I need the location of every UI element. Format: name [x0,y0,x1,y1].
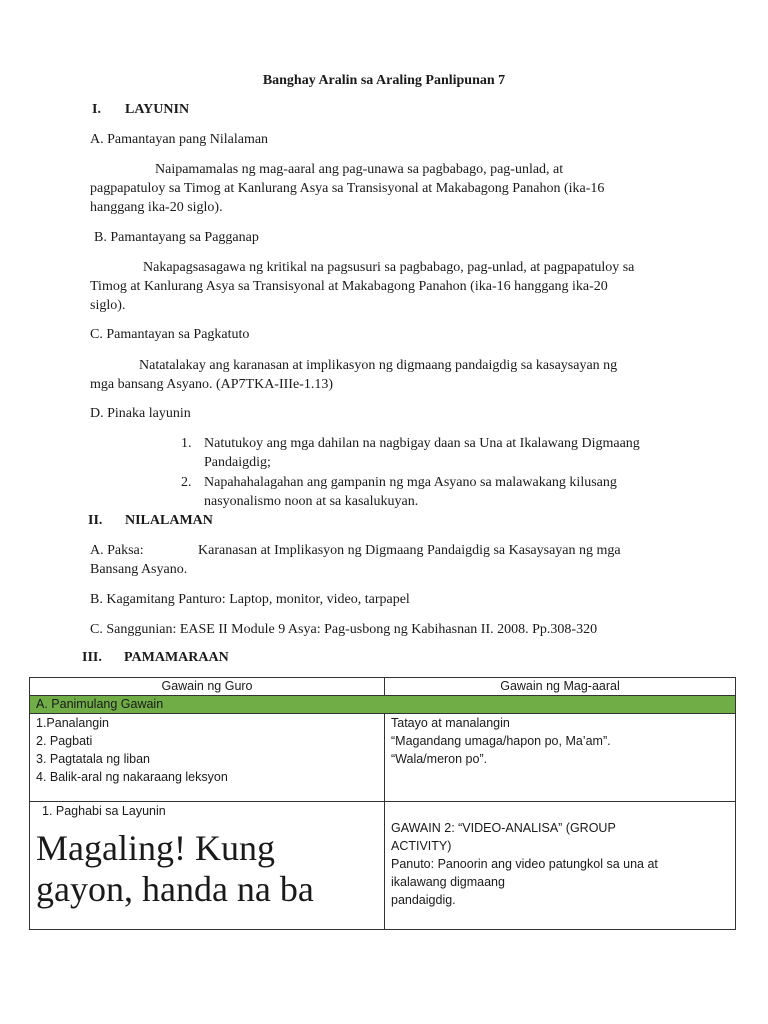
table-cell-line: Panuto: Panoorin ang video patungkol sa una at [391,857,658,871]
teacher-activities-cell [30,714,385,802]
table-cell-line: GAWAIN 2: “VIDEO-ANALISA” (GROUP [391,821,616,835]
list-number: 1. [181,436,192,451]
table-row [30,802,736,930]
table-cell-line: 3. Pagtatala ng liban [36,752,150,766]
list-item-line: Natutukoy ang mga dahilan na nagbigay daan sa Una at Ikalawang Digmaang [204,436,640,451]
paragraph-line: Timog at Kanlurang Asya sa Transisyonal at Makabagong Panahon (ika-16 hanggang ika-20 [90,279,608,294]
subsection-c-label: C. Pamantayan sa Pagkatuto [90,327,250,342]
table-cell-line: “Magandang umaga/hapon po, Ma’am”. [391,734,611,748]
list-number: 2. [181,475,192,490]
paksa-line: Bansang Asyano. [90,562,188,577]
section-number: III. [82,650,102,665]
paragraph-line: Natatalakay ang karanasan at implikasyon ng digmaang pandaigdig sa kasaysayan ng [139,358,618,373]
sanggunian-line: C. Sanggunian: EASE II Module 9 Asya: Pag-usbong ng Kabihasnan II. 2008. Pp.308-320 [90,622,598,637]
large-teacher-text: Magaling! Kung gayon, handa na ba [36,828,314,909]
student-activities-cell [385,714,736,802]
column-header-student: Gawain ng Mag-aaral [385,678,736,696]
document-title: Banghay Aralin sa Araling Panlipunan 7 [262,73,506,88]
list-item-line: Napahahalagahan ang gampanin ng mga Asyano sa malawakang kilusang [204,475,617,490]
table-cell-line: ikalawang digmaang [391,875,505,889]
section-title: PAMAMARAAN [124,650,229,665]
paragraph-line: mga bansang Asyano. (AP7TKA-IIIe-1.13) [90,377,333,392]
table-cell-line: Tatayo at manalangin [391,716,510,730]
panimulang-gawain-label: A. Panimulang Gawain [30,696,736,714]
table-cell-line: 1.Panalangin [36,716,109,730]
paragraph-line: Naipamamalas ng mag-aaral ang pag-unawa sa pagbabago, pag-unlad, at [155,162,564,177]
paksa-line: Karanasan at Implikasyon ng Digmaang Pandaigdig sa Kasaysayan ng mga [198,543,621,558]
section-number: II. [88,513,103,528]
teacher-activities-cell [30,802,385,930]
table-cell-line: 4. Balik-aral ng nakaraang leksyon [36,770,228,784]
section-number: I. [92,102,101,117]
section-1-heading [92,100,190,119]
table-row [30,714,736,802]
student-activities-cell [385,802,736,930]
table-cell-line: ACTIVITY) [391,839,452,853]
section-title: NILALAMAN [125,513,213,528]
table-cell-line: 2. Pagbati [36,734,93,748]
paksa-label: A. Paksa: [90,543,144,558]
section-title: LAYUNIN [125,102,190,117]
table-cell-line: “Wala/meron po”. [391,752,488,766]
table-cell-line: pandaigdig. [391,893,456,907]
paragraph-line: pagpapatuloy sa Timog at Kanlurang Asya sa Transisyonal at Makabagong Panahon (ika-16 [90,181,605,196]
list-item-line: nasyonalismo noon at sa kasalukuyan. [204,494,419,509]
paragraph-line: siglo). [90,298,126,313]
paragraph-line: Nakapagsasagawa ng kritikal na pagsusuri sa pagbabago, pag-unlad, at pagpapatuloy sa [143,260,635,275]
table-header-row [30,678,736,696]
section-3-heading [82,648,229,667]
table-cell-line: 1. Paghabi sa Layunin [42,804,166,818]
kagamitan-line: B. Kagamitang Panturo: Laptop, monitor, video, tarpapel [90,592,410,607]
subsection-b-label: B. Pamantayang sa Pagganap [94,230,259,245]
section-2-heading [88,511,213,530]
column-header-teacher: Gawain ng Guro [30,678,385,696]
subsection-d-label: D. Pinaka layunin [90,406,191,421]
subsection-a-label: A. Pamantayan pang Nilalaman [90,132,269,147]
procedure-table [29,677,736,930]
paragraph-line: hanggang ika-20 siglo). [90,200,223,215]
list-item-line: Pandaigdig; [204,455,271,470]
table-section-row [30,696,736,714]
